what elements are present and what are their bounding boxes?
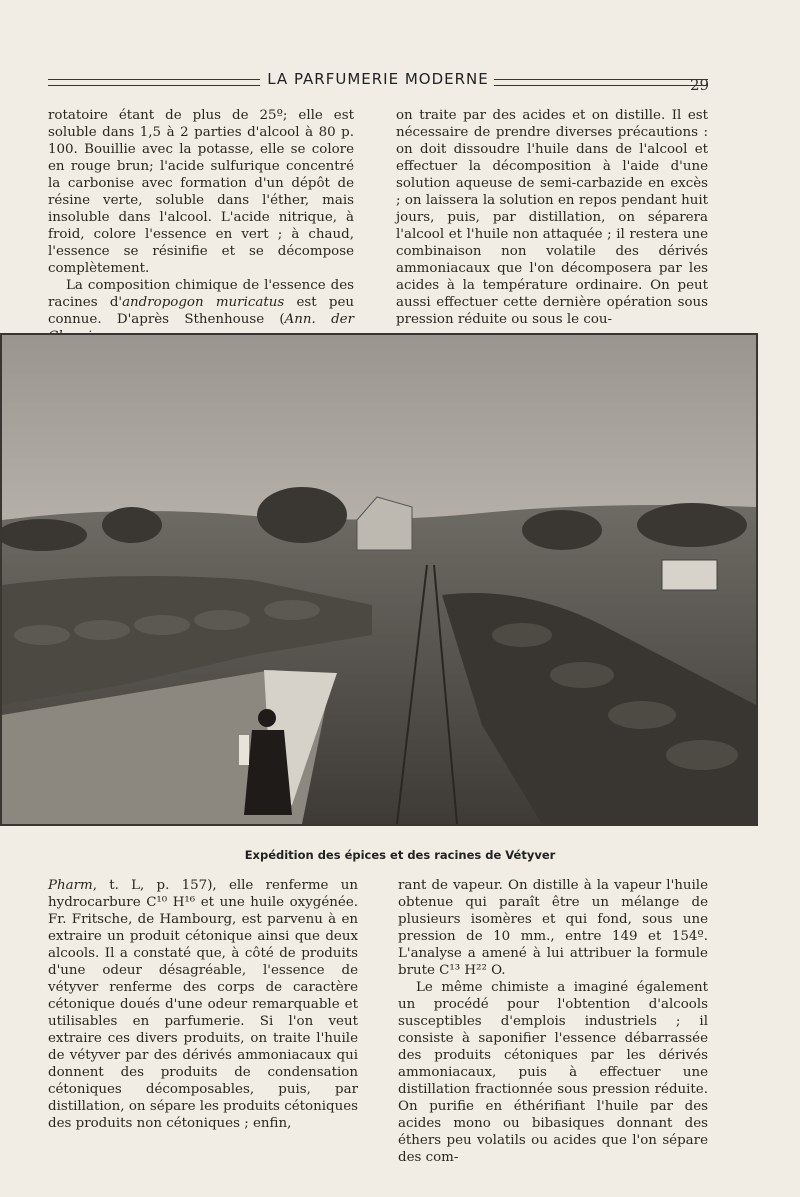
paragraph: Le même chimiste a imaginé également un procédé pour l'obtention d'alcools susceptibles d'emplois industriels ; il consiste à saponifier l'essence débarrassée des produits cétoniques par les dérivés ammoniacaux, puis à effectuer une distillation fractionnée sous pression réduite. On purifie en éthérifiant l'huile par des acides mono ou bibasiques donnant des éthers peu volatils ou acides que l'on sépare des com- <box>398 980 708 1165</box>
paragraph: rotatoire étant de plus de 25º; elle est soluble dans 1,5 à 2 parties d'alcool à 80 p. 100. Bouillie avec la potasse, elle se colore en rouge brun; l'acide sulfurique concentré la carbonise avec formation d'un dépôt de résine verte, soluble dans l'éther, mais insoluble dans l'alcool. L'acide nitrique, à froid, colore l'essence en vert ; à chaud, l'essence se résinifie et se décompose complètement. <box>48 108 354 276</box>
paragraph: on traite par des acides et on distille. Il est nécessaire de prendre diverses précautions : on doit dissoudre l'huile dans de l'alcool et effectuer la décomposition à l'aide d'une solution aqueuse de semi-carbazide en excès ; on laissera la solution en repos pendant huit jours, puis, par distillation, on séparera l'alcool et l'huile non attaquée ; il restera une combinaison non volatile des dérivés ammoniacaux que l'on décomposera par les acides à la température ordinaire. On peut aussi effectuer cette dernière opération sous pression réduite ou sous le cou- <box>396 108 708 327</box>
railway-station-photo <box>2 335 756 824</box>
bottom-right-column <box>398 877 708 1166</box>
text-run: , t. L, p. 157), elle renferme un hydrocarbure C¹⁰ H¹⁶ et une huile oxygénée. Fr. Fritsche, de Hambourg, est parvenu à en extraire un produit cétonique ainsi que deux alcools. Il a constaté que, à côté de produits d'une odeur désagréable, l'essence de vétyver renferme des corps de caractère cétonique doués d'une odeur remarquable et utilisables en parfumerie. Si l'on veut extraire ces divers produits, on traite l'huile de vétyver par des dérivés ammoniacaux qui donnent des produits de condensation cétoniques décomposables, puis, par distillation, on sépare les produits cétoniques des produits non cétoniques ; enfin, <box>48 878 358 1131</box>
page-header <box>48 70 708 98</box>
top-right-column <box>396 107 708 328</box>
reference-title: Pharm <box>48 878 93 893</box>
page-number: 29 <box>690 76 710 94</box>
species-name: andropogon muricatus <box>122 295 285 310</box>
header-rule-right <box>494 79 708 86</box>
header-rule-left <box>48 79 260 86</box>
bottom-left-column <box>48 877 358 1132</box>
top-left-column <box>48 107 354 345</box>
photograph <box>0 333 758 826</box>
photo-caption: Expédition des épices et des racines de Vétyver <box>244 848 556 862</box>
reference-title: Ann. der <box>284 312 354 327</box>
paragraph <box>48 877 358 1132</box>
running-title: LA PARFUMERIE MODERNE <box>267 70 489 88</box>
text-run: La composition chimique de l'essence des racines d' <box>48 278 354 310</box>
text-run: est peu connue. D'après Sthenhouse ( <box>48 295 354 327</box>
paragraph: rant de vapeur. On distille à la vapeur l'huile obtenue qui paraît être un mélange de plusieurs isomères et qui fond, sous une pression de 10 mm., entre 149 et 154º. L'analyse a amené à lui attribuer la formule brute C¹³ H²² O. <box>398 878 708 978</box>
